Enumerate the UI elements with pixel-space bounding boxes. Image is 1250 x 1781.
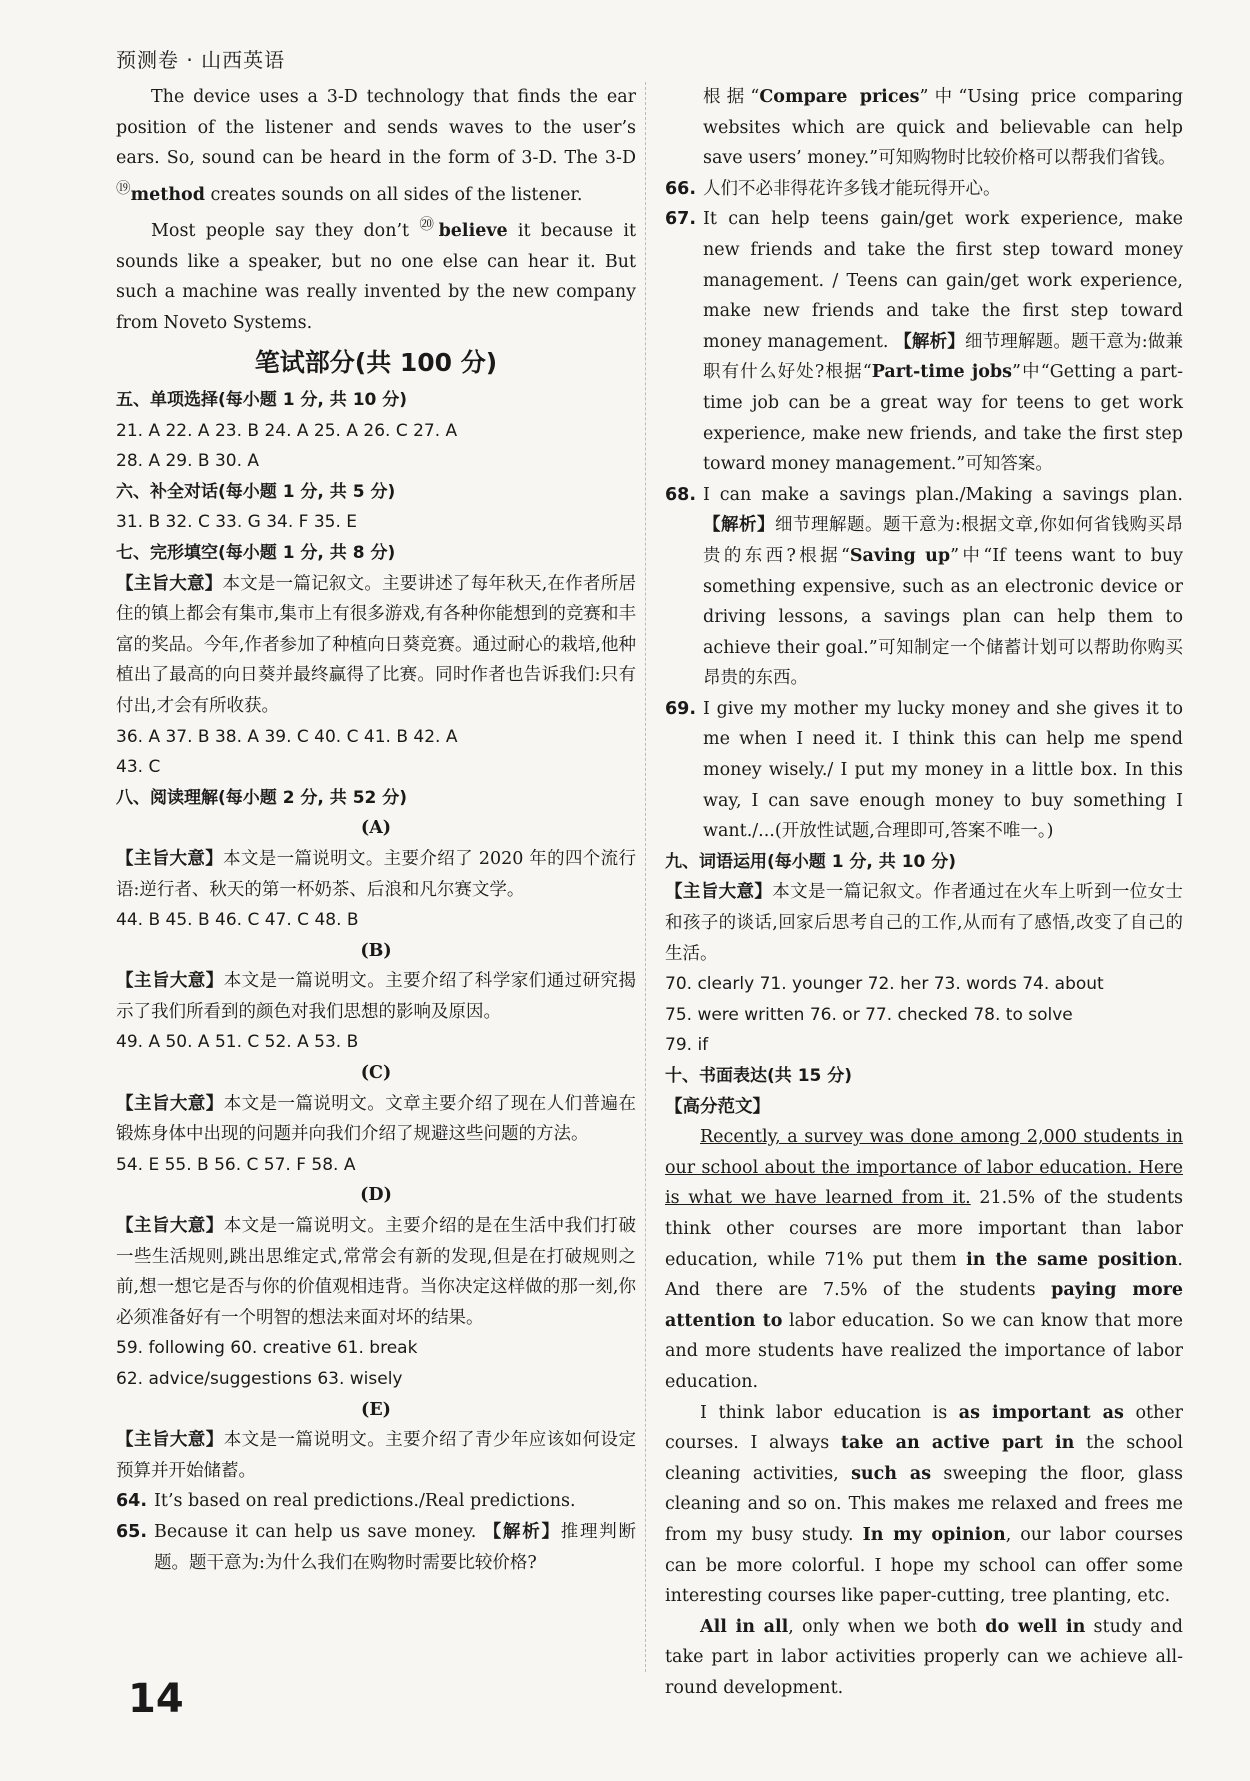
answer-line: 59. following 60. creative 61. break [116,1338,418,1359]
essay-paragraph-1: Recently, a survey was done among 2,000 students in our school about the importance of labor education. Here is what we have learned from it. 21.5% of the students think other courses are more important than labor education, while 71% put them in the same position. And there are 7.5% of the students paying more attention to labor education. So we can know that more and more students have realized the importance of labor education. [665,1127,1183,1392]
answer-69: 69. I give my mother my lucky money and she gives it to me when I need it. I think this can help me spend money wisely./ I put my money in a little box. In this way, I can save enough money to buy something I want./...(开放性试题,合理即可,答案不唯一。) [665,698,1183,842]
left-column [116,82,636,1578]
answer-68: 68. I can make a savings plan./Making a savings plan. 【解析】细节理解题。题干意为:根据文章,你如何省钱购买昂贵的东西?根据“Saving up”中“If teens want to buy something expensive, such as an electronic device or driving lessons, a savings plan can help them to achieve their goal.”可知制定一个储蓄计划可以帮助你购买昂贵的东西。 [665,484,1183,689]
answer-line: 70. clearly 71. younger 72. her 73. words 74. about [665,974,1104,995]
circled-number-20: ⑳ [419,216,439,234]
right-column [665,82,1183,1703]
essay-paragraph-3: All in all, only when we both do well in study and take part in labor activities properly can we achieve all-round development. [665,1616,1184,1698]
answer-line: 36. A 37. B 38. A 39. C 40. C 41. B 42. A [116,726,458,747]
answer-line: 28. A 29. B 30. A [116,451,260,472]
answer-line: 54. E 55. B 56. C 57. F 58. A [116,1154,356,1175]
answer-line: 31. B 32. C 33. G 34. F 35. E [116,512,358,533]
passage-label-d: (D) [360,1185,392,1206]
summary-paragraph: 【主旨大意】本文是一篇说明文。文章主要介绍了现在人们普遍在锻炼身体中出现的问题并向我们介绍了规避这些问题的方法。 [116,1093,637,1145]
summary-paragraph: 【主旨大意】本文是一篇记叙文。主要讲述了每年秋天,在作者所居住的镇上都会有集市,集市上有很多游戏,有各种你能想到的竞赛和丰富的奖品。今年,作者参加了种植向日葵竞赛。通过耐心的栽培,他种植出了最高的向日葵并最终赢得了比赛。同时作者也告诉我们:只有付出,才会有所收获。 [116,573,637,716]
passage-label-b: (B) [360,940,392,961]
summary-paragraph: 【主旨大意】本文是一篇说明文。主要介绍了青少年应该如何设定预算并开始储蓄。 [116,1430,637,1481]
answer-line: 43. C [116,757,161,778]
summary-paragraph: 【主旨大意】本文是一篇说明文。主要介绍了 2020 年的四个流行语:逆行者、秋天的第一杯奶茶、后浪和凡尔赛文学。 [116,848,636,900]
circled-number-19: ⑲ [116,179,131,197]
passage-paragraph-1: The device uses a 3-D technology that finds the ear position of the listener and sends waves to the user’s ears. So, sound can be heard in the form of 3-D. The 3-D ⑲method creates sounds on all sides of the listener. [116,87,636,205]
essay-paragraph-2: I think labor education is as important as other courses. I always take an active part in the school cleaning activities, such as sweeping the floor, glass cleaning and so on. This makes me relaxed and frees me from my busy study. In my opinion, our labor courses can be more colorful. I hope my school can offer some interesting courses like paper-cutting, tree planting, etc. [665,1402,1184,1607]
answer-line: 62. advice/suggestions 63. wisely [116,1369,403,1389]
passage-paragraph-2: Most people say they don’t ⑳believe it because it sounds like a speaker, but no one else can hear it. But such a machine was really invented by the new company from Noveto Systems. [116,216,637,333]
column-divider [645,82,646,1672]
section-10-heading: 十、书面表达(共 15 分) [665,1066,853,1086]
model-essay-label: 【高分范文】 [665,1096,770,1117]
answer-line: 21. A 22. A 23. B 24. A 25. A 26. C 27. A [116,420,458,441]
summary-paragraph: 【主旨大意】本文是一篇说明文。主要介绍了科学家们通过研究揭示了我们所看到的颜色对我们思想的影响及原因。 [116,971,637,1022]
section-6-heading: 六、补全对话(每小题 1 分, 共 5 分) [116,481,396,502]
answer-65: 65. Because it can help us save money. 【解析】推理判断题。题干意为:为什么我们在购物时需要比较价格? [116,1521,636,1573]
section-9-heading: 九、词语运用(每小题 1 分, 共 10 分) [665,851,957,872]
passage-label-e: (E) [361,1399,391,1420]
summary-paragraph: 【主旨大意】本文是一篇说明文。主要介绍的是在生活中我们打破一些生活规则,跳出思维定式,常常会有新的发现,但是在打破规则之前,想一想它是否与你的价值观相违背。当你决定这样做的那一刻,你必须准备好有一个明智的想法来面对坏的结果。 [116,1216,637,1328]
passage-label-c: (C) [360,1063,392,1084]
section-5-heading: 五、单项选择(每小题 1 分, 共 10 分) [116,390,408,410]
answer-line: 49. A 50. A 51. C 52. A 53. B [116,1032,359,1053]
answer-line: 44. B 45. B 46. C 47. C 48. B [116,910,359,931]
answer-64: 64. It’s based on real predictions./Real predictions. [116,1491,576,1512]
answer-66: 66. 人们不必非得花许多钱才能玩得开心。 [665,178,1001,199]
summary-paragraph: 【主旨大意】本文是一篇记叙文。作者通过在火车上听到一位女士和孩子的谈话,回家后思考自己的工作,从而有了感悟,改变了自己的生活。 [665,882,1183,964]
section-8-heading: 八、阅读理解(每小题 2 分, 共 52 分) [116,787,408,808]
section-7-heading: 七、完形填空(每小题 1 分, 共 8 分) [116,542,396,563]
running-header: 预测卷 · 山西英语 [116,48,286,72]
answer-line: 79. if [665,1035,709,1056]
page-number: 14 [128,1676,184,1722]
written-part-title: 笔试部分(共 100 分) [254,348,498,378]
answer-65-continued: 根据“Compare prices”中“Using price comparing websites which are quick and believable can help save users’ money.”可知购物时比较价格可以帮我们省钱。 [703,87,1183,169]
answer-line: 75. were written 76. or 77. checked 78. to solve [665,1004,1073,1025]
passage-label-a: (A) [360,818,392,839]
answer-67: 67. It can help teens gain/get work experience, make new friends and take the first step toward money management. / Teens can gain/get work experience, make new friends and take the first step toward money management. 【解析】细节理解题。题干意为:做兼职有什么好处?根据“Part-time jobs”中“Getting a part-time job can be a great way for teens to get work experience, make new friends, and take the first step toward money management.”可知答案。 [665,209,1183,475]
